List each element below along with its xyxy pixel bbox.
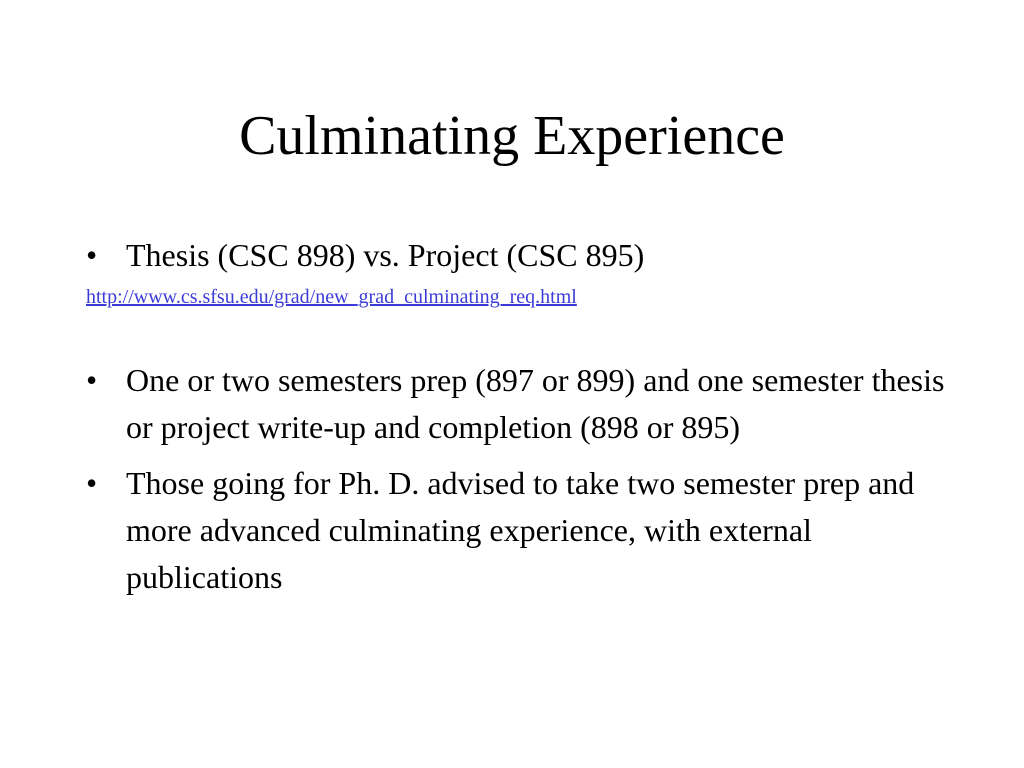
bullet-marker: • bbox=[86, 237, 98, 273]
bullet-text: Thesis (CSC 898) vs. Project (CSC 895) bbox=[126, 237, 645, 273]
bullet-item-thesis-vs-project bbox=[86, 232, 946, 279]
slide-body bbox=[86, 232, 946, 601]
bullet-marker: • bbox=[86, 362, 98, 398]
bullet-text: Those going for Ph. D. advised to take two semester prep and more advanced culminating experience, with external publications bbox=[126, 465, 915, 595]
culminating-requirements-link[interactable]: http://www.cs.sfsu.edu/grad/new_grad_culminating_req.html bbox=[86, 286, 577, 308]
bullet-marker: • bbox=[86, 465, 98, 501]
bullet-text: One or two semesters prep (897 or 899) and one semester thesis or project write-up and completion (898 or 895) bbox=[126, 362, 945, 445]
bullet-item-phd-advice bbox=[86, 460, 946, 601]
slide-title: Culminating Experience bbox=[239, 105, 785, 167]
bullet-item-semesters-prep bbox=[86, 357, 946, 451]
